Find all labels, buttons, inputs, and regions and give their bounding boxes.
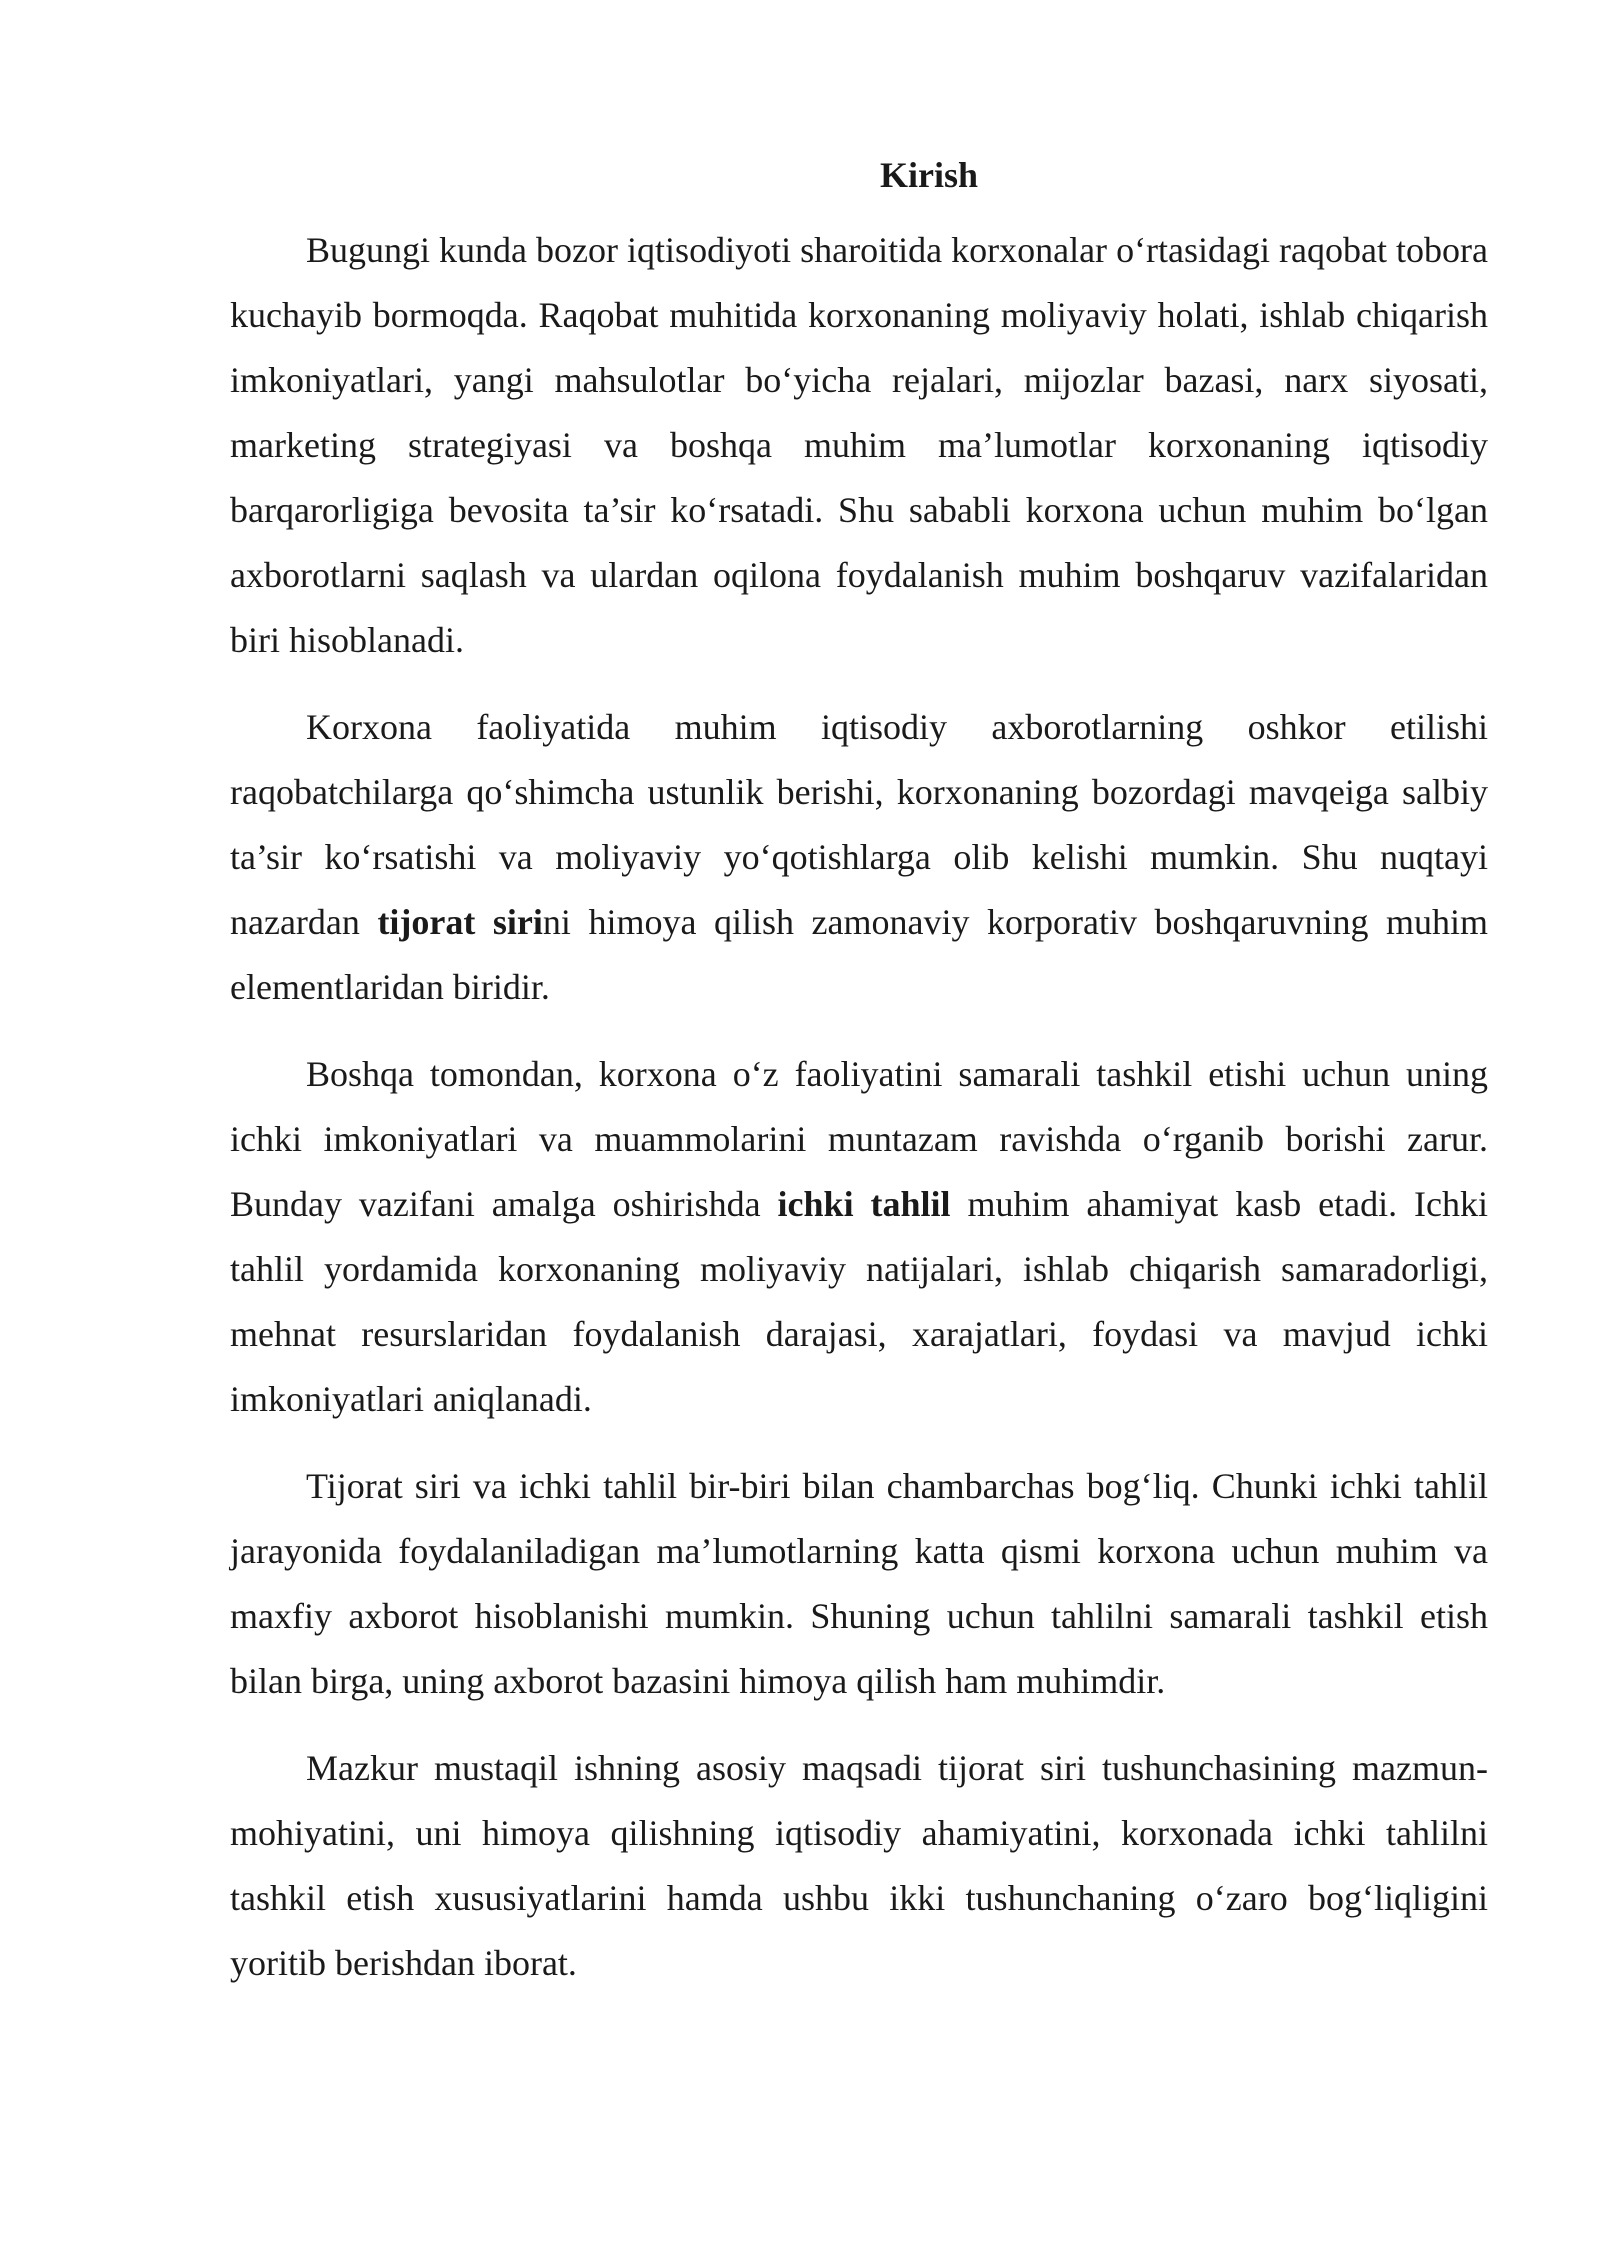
paragraph-text: Tijorat siri va ichki tahlil bir-biri bilan chambarchas bog‘liq. Chunki ichki tahlil jarayonida foydalaniladigan ma’lumotlarning katta qismi korxona uchun muhim va maxfiy axborot hisoblanishi mumkin. Shuning uchun tahlilni samarali tashkil etish bilan birga, uning axborot bazasini himoya qilish ham muhimdir. <box>230 1466 1488 1701</box>
paragraph-1 <box>230 218 1488 673</box>
bold-term-ichki-tahlil: ichki tahlil <box>777 1184 951 1224</box>
paragraph-text: Mazkur mustaqil ishning asosiy maqsadi tijorat siri tushunchasining mazmun-mohiyatini, uni himoya qilishning iqtisodiy ahamiyatini, korxonada ichki tahlilni tashkil etish xususiyatlarini hamda ushbu ikki tushunchaning o‘zaro bog‘liqligini yoritib berishdan iborat. <box>230 1748 1488 1983</box>
paragraph-2 <box>230 695 1488 1020</box>
paragraph-5 <box>230 1736 1488 1996</box>
page-title: Kirish <box>879 155 978 195</box>
paragraph-text: Bugungi kunda bozor iqtisodiyoti sharoitida korxonalar o‘rtasidagi raqobat tobora kuchayib bormoqda. Raqobat muhitida korxonaning moliyaviy holati, ishlab chiqarish imkoniyatlari, yangi mahsulotlar bo‘yicha rejalari, mijozlar bazasi, narx siyosati, marketing strategiyasi va boshqa muhim ma’lumotlar korxonaning iqtisodiy barqarorligiga bevosita ta’sir ko‘rsatadi. Shu sababli korxona uchun muhim bo‘lgan axborotlarni saqlash va ulardan oqilona foydalanish muhim boshqaruv vazifalaridan biri hisoblanadi. <box>230 230 1488 660</box>
paragraph-text: Boshqa tomondan, korxona o‘z faoliyatini samarali tashkil etishi uchun uning ichki imkoniyatlari va muammolarini muntazam ravishda o‘rganib borishi zarur. Bunday vazifani amalga oshirishda <box>230 1054 1488 1224</box>
paragraph-4 <box>230 1454 1488 1714</box>
document-body <box>230 150 1488 2018</box>
paragraph-text: muhim ahamiyat kasb etadi. Ichki tahlil yordamida korxonaning moliyaviy natijalari, ishlab chiqarish samaradorligi, mehnat resurslaridan foydalanish darajasi, xarajatlari, foydasi va mavjud ichki imkoniyatlari aniqlanadi. <box>230 1184 1488 1419</box>
bold-term-tijorat-siri: tijorat siri <box>377 902 543 942</box>
paragraph-text: ni himoya qilish zamonaviy korporativ boshqaruvning muhim elementlaridan biridir. <box>230 902 1489 1007</box>
paragraph-3 <box>230 1042 1488 1432</box>
paragraph-text: Korxona faoliyatida muhim iqtisodiy axborotlarning oshkor etilishi raqobatchilarga qo‘shimcha ustunlik berishi, korxonaning bozordagi mavqeiga salbiy ta’sir ko‘rsatishi va moliyaviy yo‘qotishlarga olib kelishi mumkin. Shu nuqtayi nazardan <box>230 707 1488 942</box>
